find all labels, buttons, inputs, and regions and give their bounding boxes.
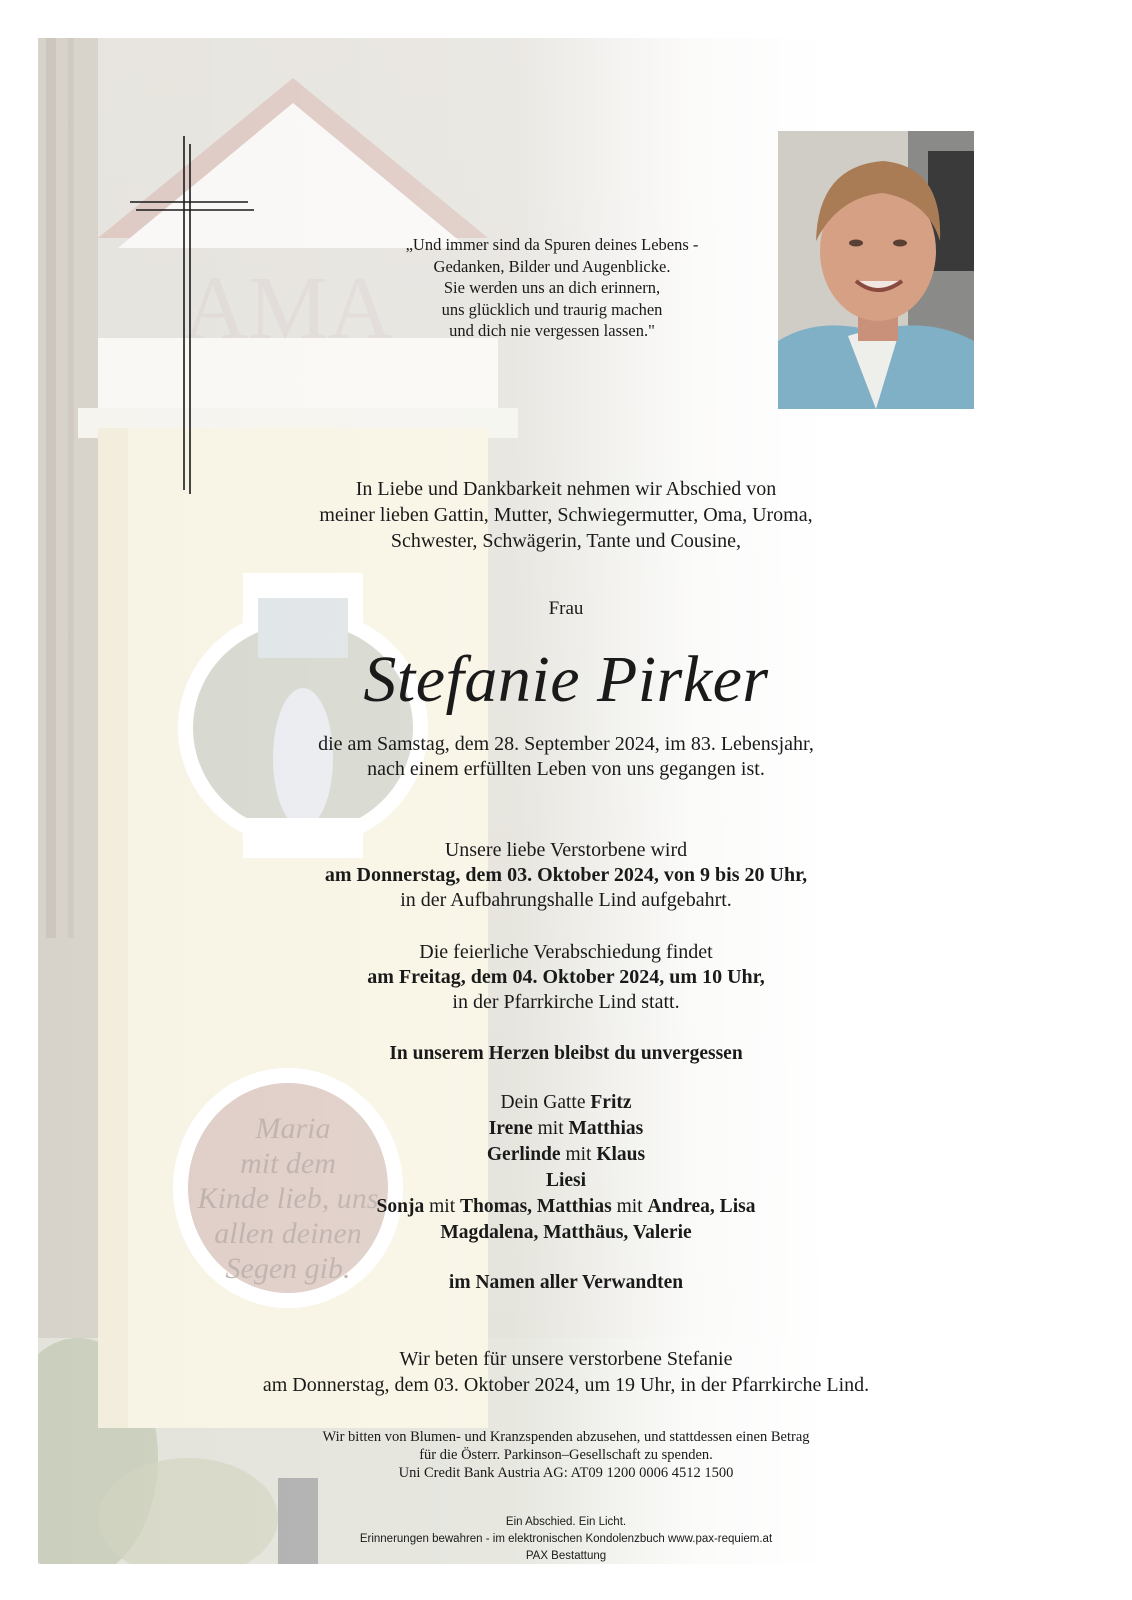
family-text: mit — [560, 1144, 597, 1165]
donation-line: Wir bitten von Blumen- und Kranzspenden abzusehen, und stattdessen einen Betrag — [322, 1429, 810, 1445]
heart-line: In unserem Herzen bleibst du unvergessen — [389, 1043, 743, 1064]
prayer-line: am Donnerstag, dem 03. Oktober 2024, um 19 Uhr, in der Pfarrkirche Lind. — [262, 1374, 870, 1396]
death-line: die am Samstag, dem 28. September 2024, im 83. Lebensjahr, — [318, 733, 814, 755]
quote-line: „Und immer sind da Spuren deines Lebens - — [405, 235, 699, 254]
viewing-info — [0, 838, 1132, 913]
quote-line: und dich nie vergessen lassen." — [449, 321, 655, 340]
farewell-intro — [0, 476, 1132, 554]
donation-note — [0, 1428, 1132, 1482]
death-notice — [0, 732, 1132, 782]
donation-bank: Uni Credit Bank Austria AG: AT09 1200 0006 4512 1500 — [398, 1465, 734, 1481]
portrait-photo — [778, 131, 974, 409]
footer-condolence: Erinnerungen bewahren - im elektronischen Kondolenzbuch www.pax-requiem.at — [359, 1533, 773, 1545]
quote-line: Gedanken, Bilder und Augenblicke. — [433, 256, 671, 276]
family-name: Liesi — [545, 1170, 587, 1191]
viewing-location: in der Aufbahrungshalle Lind aufgebahrt. — [400, 889, 732, 911]
family-name: Andrea, Lisa — [647, 1196, 756, 1217]
relatives-line: im Namen aller Verwandten — [448, 1272, 684, 1293]
family-name: Sonja — [376, 1196, 425, 1217]
farewell-line: Die feierliche Verabschiedung findet — [419, 941, 713, 963]
prayer-info — [0, 1346, 1132, 1398]
prayer-line: Wir beten für unsere verstorbene Stefanie — [399, 1348, 733, 1370]
family-name: Irene — [488, 1118, 533, 1139]
family-name: Magdalena, Matthäus, Valerie — [440, 1222, 692, 1243]
footer-slogan: Ein Abschied. Ein Licht. — [505, 1516, 627, 1528]
family-row — [0, 1142, 1132, 1168]
family-row — [0, 1116, 1132, 1142]
salutation: Frau — [548, 598, 584, 619]
family-name: Thomas, Matthias — [460, 1196, 612, 1217]
family-text: Dein Gatte — [500, 1092, 591, 1113]
death-line: nach einem erfüllten Leben von uns gegangen ist. — [367, 758, 765, 780]
memorial-quote — [382, 234, 722, 342]
intro-line: Schwester, Schwägerin, Tante und Cousine, — [390, 530, 742, 552]
family-text: mit — [611, 1196, 648, 1217]
family-row — [0, 1090, 1132, 1116]
quote-line: Sie werden uns an dich erinnern, — [443, 278, 661, 297]
family-row — [0, 1220, 1132, 1246]
footer-company: PAX Bestattung — [525, 1550, 607, 1562]
intro-line: In Liebe und Dankbarkeit nehmen wir Abschied von — [355, 478, 777, 500]
farewell-info — [0, 940, 1132, 1015]
family-text: mit — [532, 1118, 569, 1139]
cross-icon — [128, 136, 258, 496]
farewell-location: in der Pfarrkirche Lind statt. — [452, 991, 680, 1013]
footer — [0, 1514, 1132, 1565]
family-text: mit — [424, 1196, 460, 1217]
family-name: Fritz — [590, 1092, 632, 1113]
family-row — [0, 1194, 1132, 1220]
quote-line: uns glücklich und traurig machen — [441, 299, 663, 319]
family-name: Gerlinde — [486, 1144, 561, 1165]
family-name: Matthias — [568, 1118, 644, 1139]
family-list — [0, 1090, 1132, 1246]
farewell-date: am Freitag, dem 04. Oktober 2024, um 10 Uhr, — [367, 966, 765, 988]
viewing-date: am Donnerstag, dem 03. Oktober 2024, von 9 bis 20 Uhr, — [324, 864, 808, 886]
family-name: Klaus — [596, 1144, 646, 1165]
intro-line: meiner lieben Gattin, Mutter, Schwiegermutter, Oma, Uroma, — [319, 504, 813, 526]
deceased-name: Stefanie Pirker — [363, 643, 769, 716]
family-row — [0, 1168, 1132, 1194]
donation-line: für die Österr. Parkinson–Gesellschaft zu spenden. — [419, 1447, 713, 1463]
viewing-line: Unsere liebe Verstorbene wird — [444, 839, 688, 861]
